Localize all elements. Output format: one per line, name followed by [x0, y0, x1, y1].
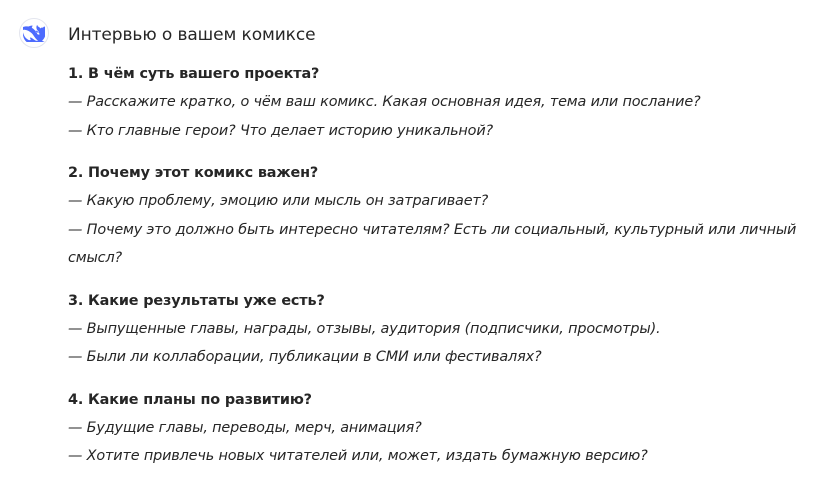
question-detail: — Расскажите кратко, о чём ваш комикс. Какая основная идея, тема или послание?	[68, 94, 701, 110]
whale-logo-icon	[23, 24, 45, 42]
question-detail: — Выпущенные главы, награды, отзывы, аудитория (подписчики, просмотры).	[68, 320, 661, 337]
question-section	[68, 60, 823, 145]
question-detail: — Будущие главы, переводы, мерч, анимация?	[68, 419, 422, 436]
question-detail: — Кто главные герои? Что делает историю уникальной?	[68, 122, 494, 139]
question-heading: 1. В чём суть вашего проекта?	[68, 66, 320, 82]
question-detail: — Были ли коллаборации, публикации в СМИ или фестивалях?	[68, 349, 542, 365]
question-heading: 3. Какие результаты уже есть?	[68, 292, 325, 309]
assistant-avatar	[19, 18, 49, 48]
question-section	[68, 386, 823, 471]
question-heading: 4. Какие планы по развитию?	[68, 391, 312, 408]
question-section	[68, 287, 823, 372]
assistant-message	[68, 22, 823, 471]
message-title: Интервью о вашем комиксе	[68, 25, 316, 45]
question-detail: — Хотите привлечь новых читателей или, может, издать бумажную версию?	[68, 448, 648, 464]
question-section	[68, 159, 823, 273]
question-heading: 2. Почему этот комикс важен?	[68, 165, 319, 181]
question-detail: — Почему это должно быть интересно читателям? Есть ли социальный, культурный или личный смысл?	[68, 221, 797, 266]
question-detail: — Какую проблему, эмоцию или мысль он затрагивает?	[68, 193, 489, 209]
